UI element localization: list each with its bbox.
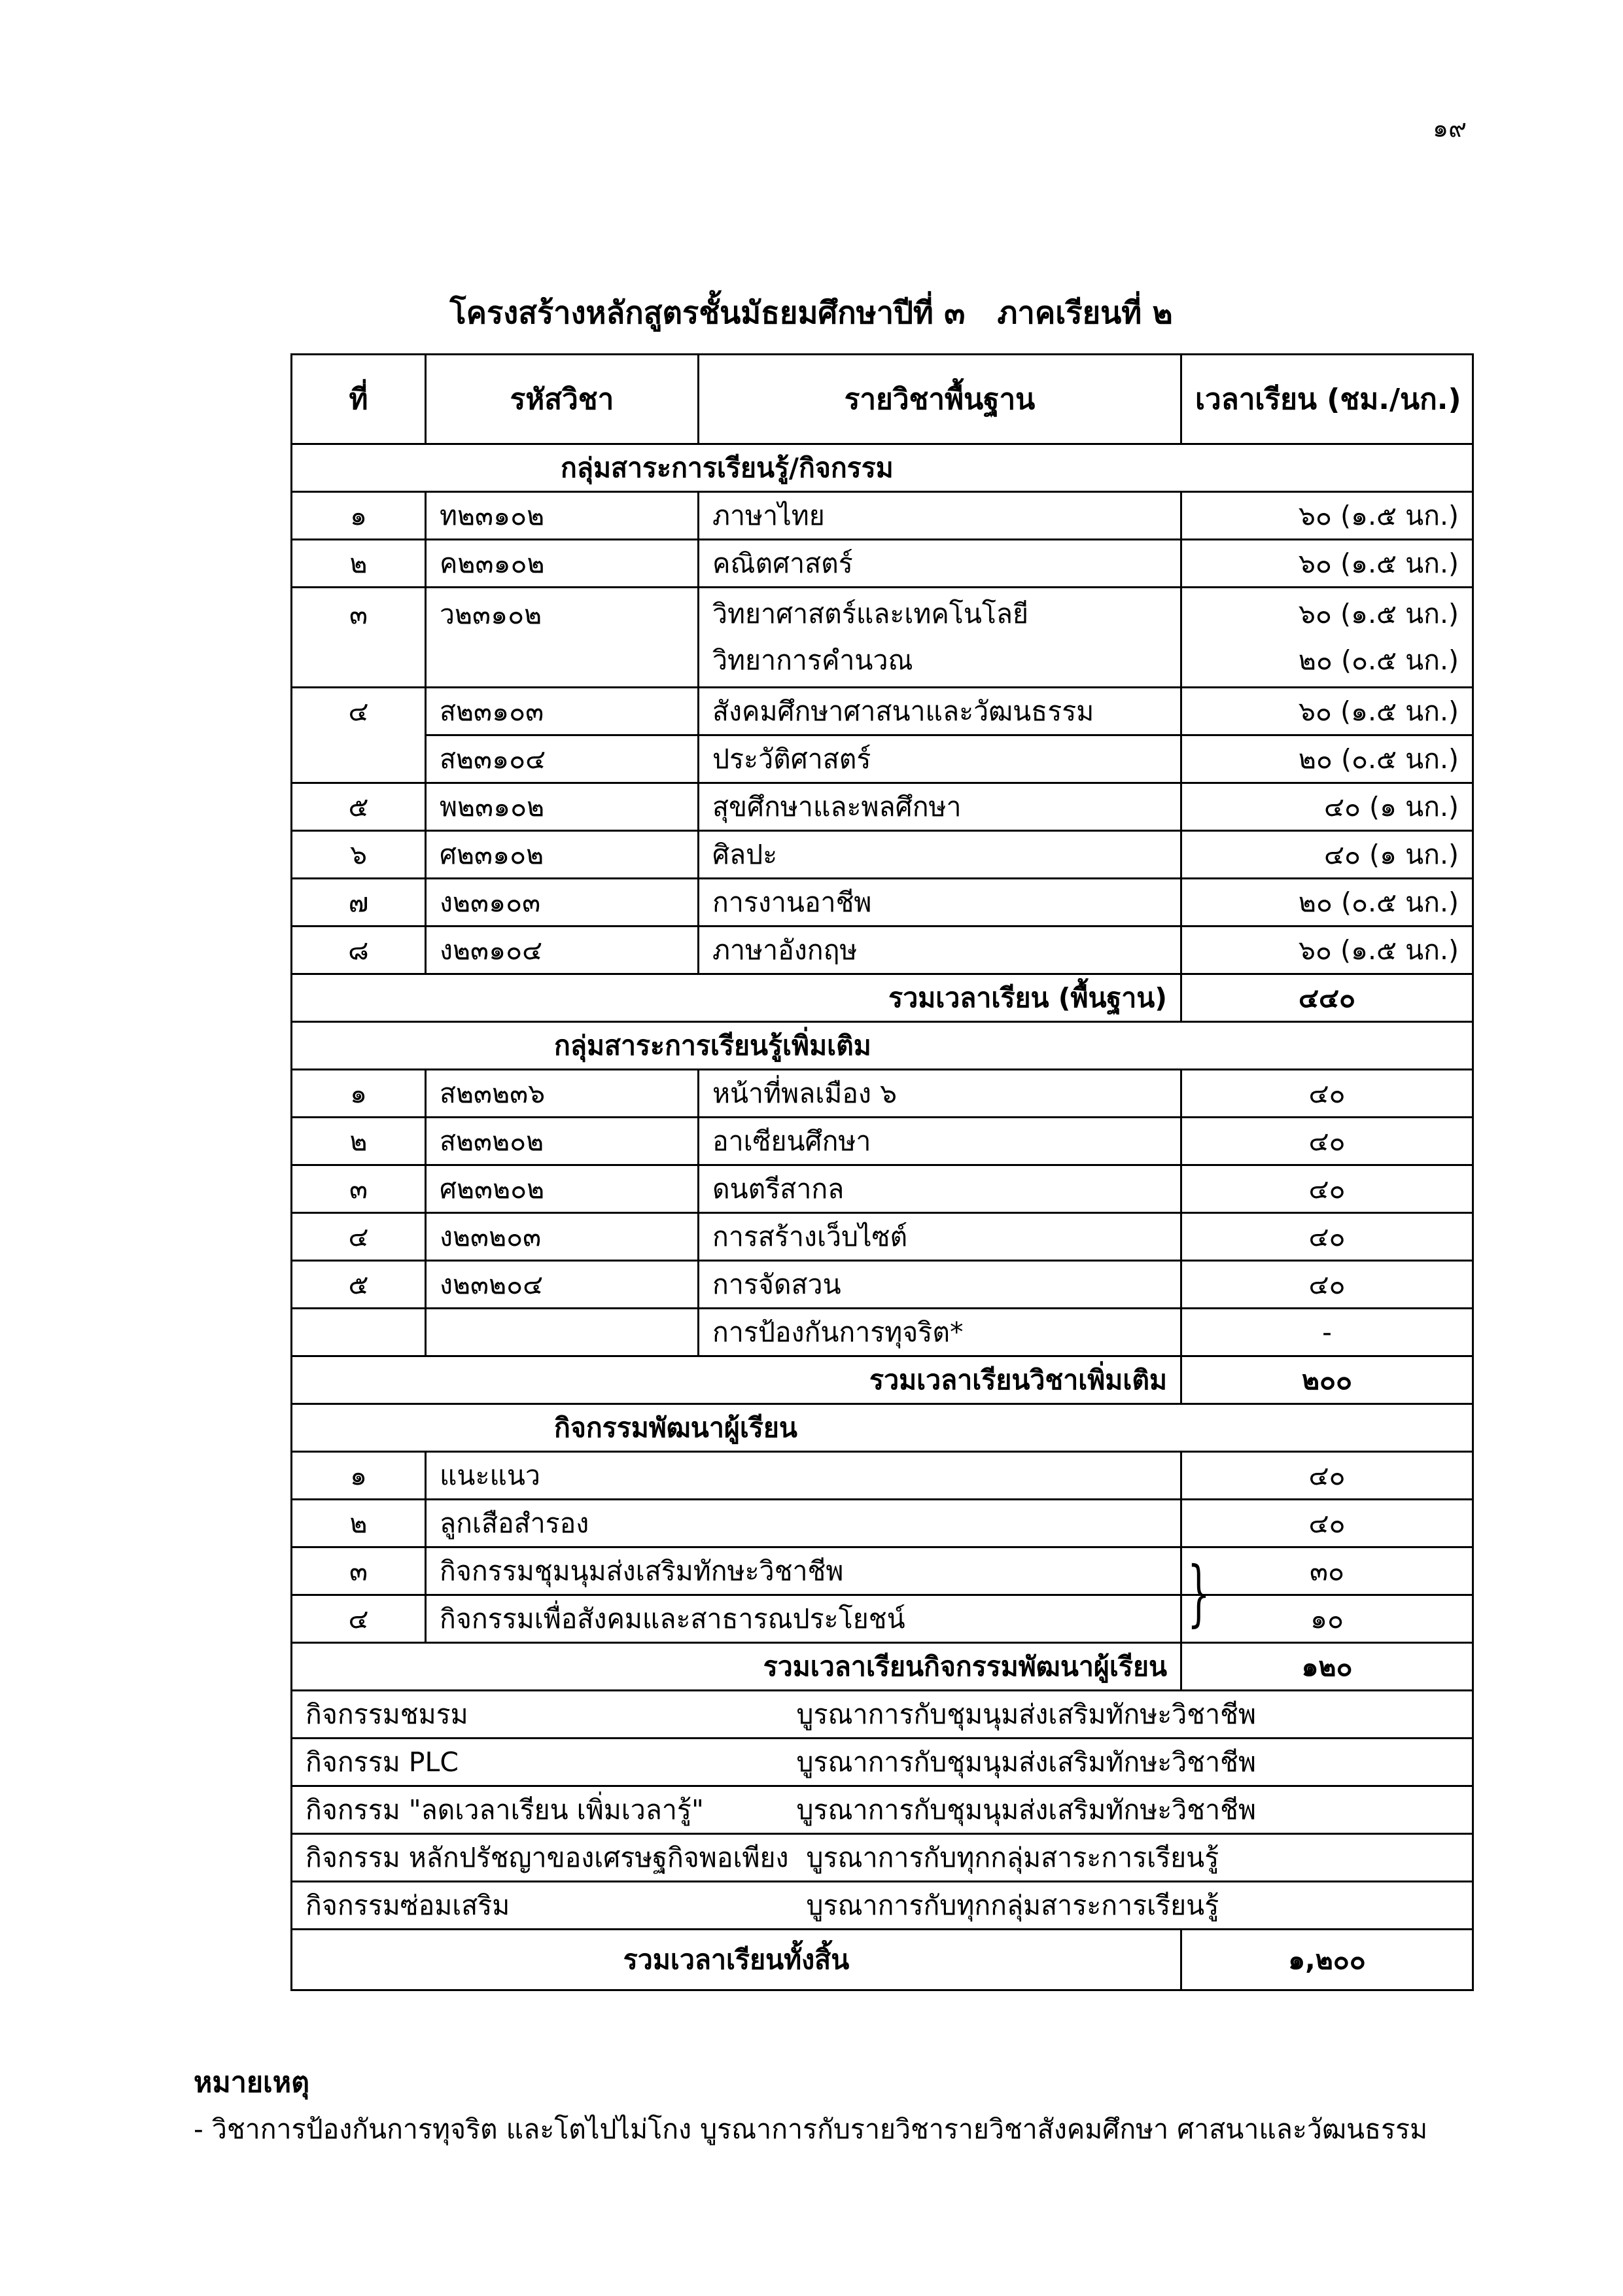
activity-name: แนะแนว xyxy=(426,1452,1181,1500)
integrated-row xyxy=(292,1739,1473,1786)
table-row xyxy=(292,1309,1473,1356)
activities-group-title: กิจกรรมพัฒนาผู้เรียน xyxy=(292,1404,1473,1452)
row-subject: อาเซียนศึกษา xyxy=(699,1118,1181,1165)
note-text: - วิชาการป้องกันการทุจริต และโตไปไม่โกง บูรณาการกับรายวิชารายวิชาสังคมศึกษา ศาสนาและวัฒนธรรม xyxy=(194,2113,1428,2145)
row-code: ว๒๓๑๐๒ xyxy=(426,588,699,688)
row-code: ส๒๓๒๓๖ xyxy=(426,1070,699,1118)
group-heading-row xyxy=(292,1022,1473,1070)
row-hours: ๔๐ xyxy=(1181,1165,1473,1213)
row-subject: การจัดสวน xyxy=(699,1261,1181,1309)
row-code: พ๒๓๑๐๒ xyxy=(426,783,699,831)
activity-row xyxy=(292,1500,1473,1547)
integrated-activity-note: บูรณาการกับทุกกลุ่มสาระการเรียนรู้ xyxy=(699,1882,1473,1930)
grand-total-value: ๑,๒๐๐ xyxy=(1181,1930,1473,1990)
row-hours: ๔๐ xyxy=(1181,1261,1473,1309)
subtotal-row xyxy=(292,1643,1473,1691)
activity-row xyxy=(292,1452,1473,1500)
row-code: ส๒๓๑๐๔ xyxy=(426,735,699,783)
row-no: ๑ xyxy=(292,492,426,540)
row-hours: ๑๐ xyxy=(1181,1595,1473,1643)
table-row xyxy=(292,1118,1473,1165)
row-subject: หน้าที่พลเมือง ๖ xyxy=(699,1070,1181,1118)
row-subject: ประวัติศาสตร์ xyxy=(699,735,1181,783)
table-row xyxy=(292,927,1473,974)
row-no: ๑ xyxy=(292,1452,426,1500)
row-hours: ๔๐ xyxy=(1181,1500,1473,1547)
activities-total-value: ๑๒๐ xyxy=(1181,1643,1473,1691)
row-hours: ๔๐ xyxy=(1181,1452,1473,1500)
table-row xyxy=(292,735,1473,783)
integrated-activity-name: กิจกรรมซ่อมเสริม xyxy=(292,1882,699,1930)
row-hours: ๖๐ (๑.๕ นก.) xyxy=(1298,598,1459,629)
activities-total-label: รวมเวลาเรียนกิจกรรมพัฒนาผู้เรียน xyxy=(292,1643,1181,1691)
row-hours: ๔๐ xyxy=(1181,1070,1473,1118)
row-code: ง๒๓๒๐๓ xyxy=(426,1213,699,1261)
integrated-activity-name: กิจกรรม หลักปรัชญาของเศรษฐกิจพอเพียง xyxy=(292,1834,699,1882)
row-no xyxy=(292,1309,426,1356)
row-no: ๖ xyxy=(292,831,426,879)
row-subject-secondary: วิทยาการคำนวณ xyxy=(712,645,913,676)
row-hours: ๔๐ xyxy=(1181,1118,1473,1165)
integrated-activity-note: บูรณาการกับชุมนุมส่งเสริมทักษะวิชาชีพ xyxy=(699,1691,1473,1739)
row-no: ๕ xyxy=(292,783,426,831)
row-code: ส๒๓๒๐๒ xyxy=(426,1118,699,1165)
integrated-activity-note: บูรณาการกับชุมนุมส่งเสริมทักษะวิชาชีพ xyxy=(699,1739,1473,1786)
row-hours: ๓๐ xyxy=(1309,1555,1345,1587)
header-code: รหัสวิชา xyxy=(426,355,699,444)
row-no: ๔ xyxy=(292,688,426,735)
row-code: ศ๒๓๒๐๒ xyxy=(426,1165,699,1213)
row-code: ท๒๓๑๐๒ xyxy=(426,492,699,540)
row-no: ๓ xyxy=(292,588,426,688)
row-subject: วิทยาศาสตร์และเทคโนโลยี xyxy=(712,598,1029,629)
row-no: ๗ xyxy=(292,879,426,927)
document-title: โครงสร้างหลักสูตรชั้นมัธยมศึกษาปีที่ ๓ ภาคเรียนที่ ๒ xyxy=(449,295,1173,331)
row-code: ศ๒๓๑๐๒ xyxy=(426,831,699,879)
group-heading-row xyxy=(292,1404,1473,1452)
table-row xyxy=(292,783,1473,831)
curriculum-table xyxy=(290,353,1474,1991)
table-row xyxy=(292,1070,1473,1118)
row-subject: ดนตรีสากล xyxy=(699,1165,1181,1213)
row-hours: ๔๐ (๑ นก.) xyxy=(1181,831,1473,879)
table-row xyxy=(292,540,1473,588)
table-row xyxy=(292,1213,1473,1261)
core-group-title: กลุ่มสาระการเรียนรู้/กิจกรรม xyxy=(292,444,1473,492)
row-no xyxy=(292,735,426,783)
row-no: ๒ xyxy=(292,1118,426,1165)
row-hours-secondary: ๒๐ (๐.๕ นก.) xyxy=(1298,645,1459,676)
row-code xyxy=(426,1309,699,1356)
core-total-value: ๔๔๐ xyxy=(1181,974,1473,1022)
row-code: ง๒๓๑๐๓ xyxy=(426,879,699,927)
row-no: ๘ xyxy=(292,927,426,974)
brace-symbol: } xyxy=(1187,1551,1210,1634)
header-no: ที่ xyxy=(292,355,426,444)
integrated-activity-name: กิจกรรมชมรม xyxy=(292,1691,699,1739)
row-hours: ๔๐ xyxy=(1181,1213,1473,1261)
integrated-activity-name: กิจกรรม "ลดเวลาเรียน เพิ่มเวลารู้" xyxy=(292,1786,699,1834)
integrated-activity-note: บูรณาการกับชุมนุมส่งเสริมทักษะวิชาชีพ xyxy=(699,1786,1473,1834)
row-subject: ภาษาอังกฤษ xyxy=(699,927,1181,974)
grand-total-label: รวมเวลาเรียนทั้งสิ้น xyxy=(292,1930,1181,1990)
row-hours: ๖๐ (๑.๕ นก.) xyxy=(1181,927,1473,974)
row-hours: ๖๐ (๑.๕ นก.) xyxy=(1181,540,1473,588)
row-code: ค๒๓๑๐๒ xyxy=(426,540,699,588)
activity-row xyxy=(292,1547,1473,1595)
row-hours: - xyxy=(1181,1309,1473,1356)
row-hours: ๖๐ (๑.๕ นก.) xyxy=(1181,688,1473,735)
group-heading-row xyxy=(292,444,1473,492)
row-no: ๔ xyxy=(292,1213,426,1261)
header-hours: เวลาเรียน (ชม./นก.) xyxy=(1181,355,1473,444)
header-subject: รายวิชาพื้นฐาน xyxy=(699,355,1181,444)
activity-row xyxy=(292,1595,1473,1643)
activity-name: ลูกเสือสำรอง xyxy=(426,1500,1181,1547)
row-subject: สังคมศึกษาศาสนาและวัฒนธรรม xyxy=(699,688,1181,735)
extra-total-label: รวมเวลาเรียนวิชาเพิ่มเติม xyxy=(292,1356,1181,1404)
table-row xyxy=(292,831,1473,879)
integrated-row xyxy=(292,1882,1473,1930)
subtotal-row xyxy=(292,1356,1473,1404)
integrated-activity-note: บูรณาการกับทุกกลุ่มสาระการเรียนรู้ xyxy=(699,1834,1473,1882)
row-code: ง๒๓๒๐๔ xyxy=(426,1261,699,1309)
row-subject-stack xyxy=(699,588,1181,688)
row-code: ส๒๓๑๐๓ xyxy=(426,688,699,735)
integrated-row xyxy=(292,1691,1473,1739)
table-row xyxy=(292,1261,1473,1309)
integrated-row xyxy=(292,1786,1473,1834)
row-no: ๓ xyxy=(292,1165,426,1213)
grand-total-row xyxy=(292,1930,1473,1990)
subtotal-row xyxy=(292,974,1473,1022)
row-no: ๑ xyxy=(292,1070,426,1118)
row-subject: คณิตศาสตร์ xyxy=(699,540,1181,588)
row-no: ๓ xyxy=(292,1547,426,1595)
row-subject: การงานอาชีพ xyxy=(699,879,1181,927)
extra-total-value: ๒๐๐ xyxy=(1181,1356,1473,1404)
table-row xyxy=(292,588,1473,688)
note-heading: หมายเหตุ xyxy=(194,2066,309,2099)
row-hours: ๒๐ (๐.๕ นก.) xyxy=(1181,879,1473,927)
row-hours: ๒๐ (๐.๕ นก.) xyxy=(1181,735,1473,783)
row-hours-stack xyxy=(1181,588,1473,688)
table-row xyxy=(292,1165,1473,1213)
table-row xyxy=(292,688,1473,735)
row-no: ๒ xyxy=(292,1500,426,1547)
row-subject: การสร้างเว็บไซต์ xyxy=(699,1213,1181,1261)
table-header-row xyxy=(292,355,1473,444)
row-hours: ๖๐ (๑.๕ นก.) xyxy=(1181,492,1473,540)
row-no: ๔ xyxy=(292,1595,426,1643)
page-number: ๑๙ xyxy=(1433,114,1467,143)
core-total-label: รวมเวลาเรียน (พื้นฐาน) xyxy=(292,974,1181,1022)
activity-name: กิจกรรมชุมนุมส่งเสริมทักษะวิชาชีพ xyxy=(426,1547,1181,1595)
table-row xyxy=(292,879,1473,927)
row-code: ง๒๓๑๐๔ xyxy=(426,927,699,974)
row-subject: ศิลปะ xyxy=(699,831,1181,879)
row-no: ๕ xyxy=(292,1261,426,1309)
integrated-activity-name: กิจกรรม PLC xyxy=(292,1739,699,1786)
row-no: ๒ xyxy=(292,540,426,588)
extra-group-title: กลุ่มสาระการเรียนรู้เพิ่มเติม xyxy=(292,1022,1473,1070)
activity-name: กิจกรรมเพื่อสังคมและสาธารณประโยชน์ xyxy=(426,1595,1181,1643)
row-subject: สุขศึกษาและพลศึกษา xyxy=(699,783,1181,831)
row-hours: ๔๐ (๑ นก.) xyxy=(1181,783,1473,831)
row-subject: การป้องกันการทุจริต* xyxy=(699,1309,1181,1356)
row-subject: ภาษาไทย xyxy=(699,492,1181,540)
integrated-row xyxy=(292,1834,1473,1882)
table-row xyxy=(292,492,1473,540)
